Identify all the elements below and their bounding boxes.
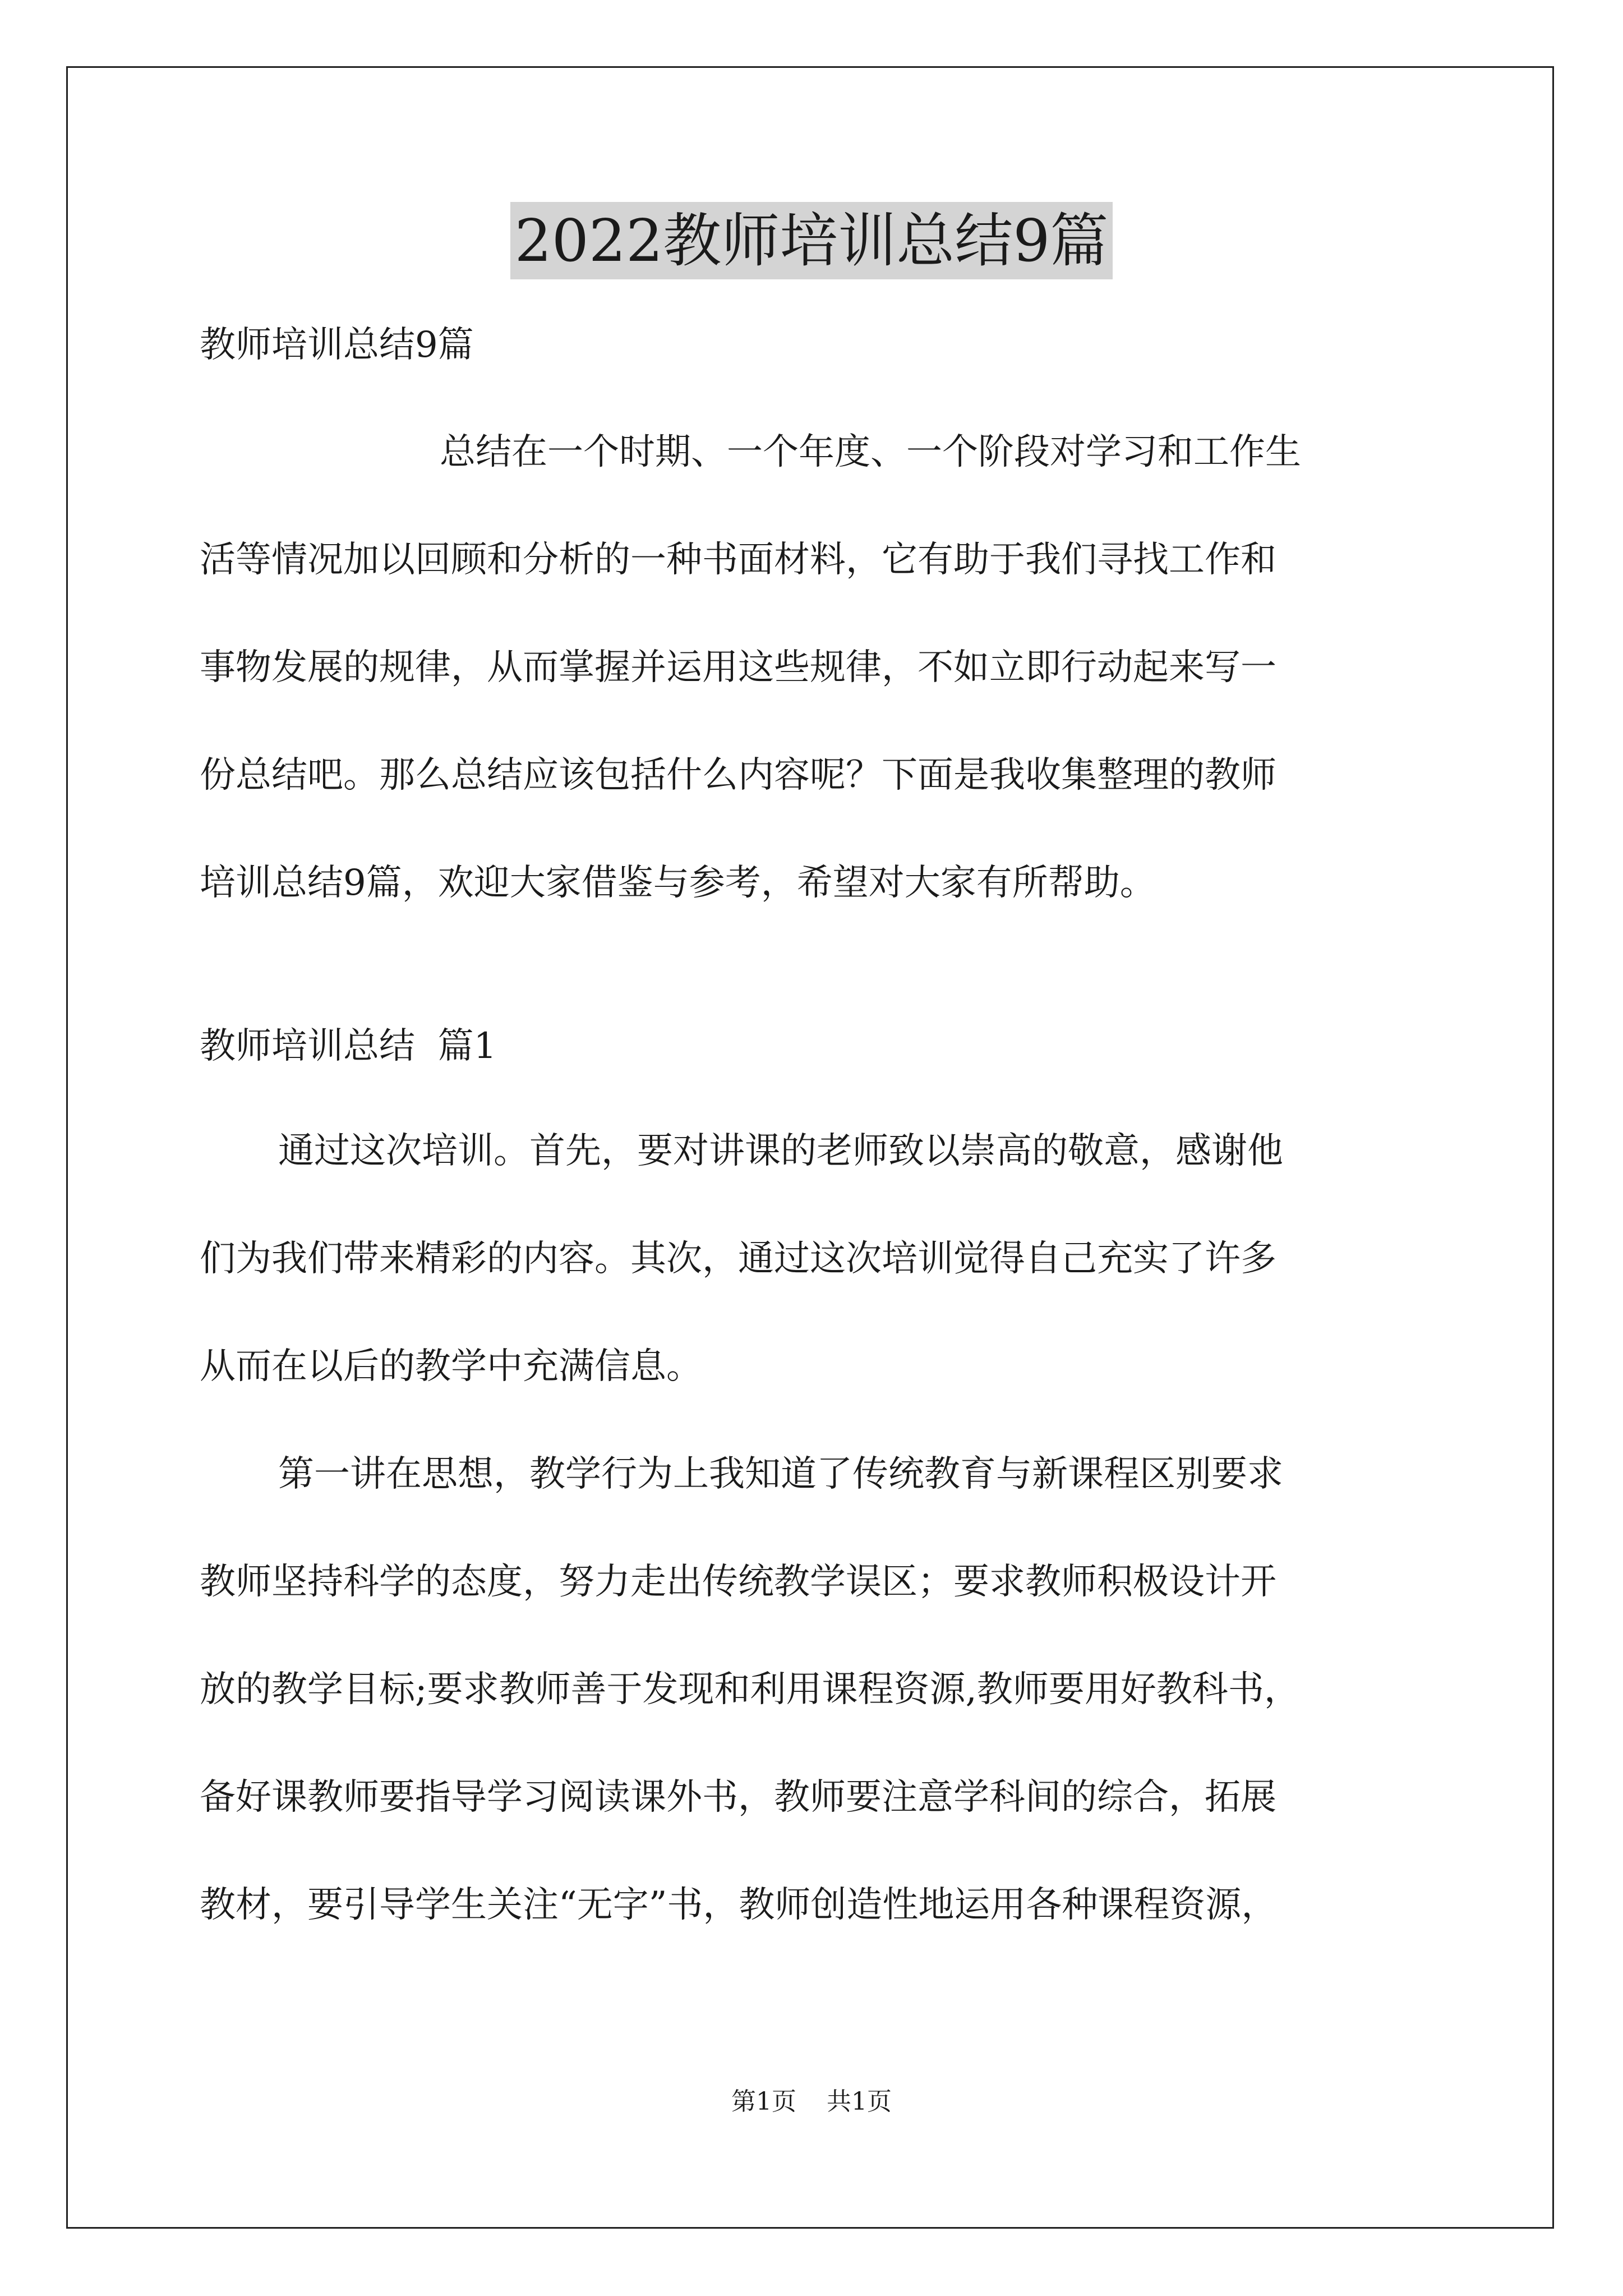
text-line: 教师坚持科学的态度，努力走出传统教学误区；要求教师积极设计开 — [200, 1561, 1276, 1603]
document-subtitle: 教师培训总结9篇 — [200, 324, 474, 366]
spacer — [200, 937, 1445, 1009]
text-line: 们为我们带来精彩的内容。其次，通过这次培训觉得自己充实了许多 — [200, 1238, 1276, 1280]
text-line: 事物发展的规律，从而掌握并运用这些规律，不如立即行动起来写一 — [200, 647, 1276, 688]
text-line: 第一讲在思想，教学行为上我知道了传统教育与新课程区别要求 — [278, 1453, 1283, 1495]
title-container — [0, 202, 1623, 279]
page-number: 第1页 — [731, 2087, 796, 2116]
page-total: 共1页 — [827, 2087, 892, 2116]
text-line: 培训总结9篇，欢迎大家借鉴与参考，希望对大家有所帮助。 — [200, 862, 1156, 904]
section-heading: 教师培训总结 篇1 — [200, 1025, 497, 1067]
spacer — [200, 1084, 1445, 1097]
text-line: 放的教学目标;要求教师善于发现和利用课程资源,教师要用好教科书， — [200, 1669, 1300, 1710]
text-line: 通过这次培训。首先，要对讲课的老师致以崇高的敬意，感谢他 — [278, 1130, 1283, 1172]
page-footer — [0, 2081, 1623, 2117]
paragraph-1 — [200, 1097, 1445, 1420]
document-body — [200, 307, 1445, 1959]
text-line: 份总结吧。那么总结应该包括什么内容呢？下面是我收集整理的教师 — [200, 754, 1276, 796]
document-title: 2022教师培训总结9篇 — [510, 202, 1113, 279]
text-line: 总结在一个时期、一个年度、一个阶段对学习和工作生 — [440, 431, 1301, 473]
text-line: 从而在以后的教学中充满信息。 — [200, 1346, 702, 1387]
text-line: 教材，要引导学生关注“无字”书，教师创造性地运用各种课程资源， — [200, 1884, 1278, 1926]
text-line: 活等情况加以回顾和分析的一种书面材料，它有助于我们寻找工作和 — [200, 539, 1276, 581]
paragraph-2 — [200, 1420, 1445, 1959]
intro-paragraph — [200, 398, 1445, 937]
text-line: 备好课教师要指导学习阅读课外书，教师要注意学科间的综合，拓展 — [200, 1777, 1276, 1818]
